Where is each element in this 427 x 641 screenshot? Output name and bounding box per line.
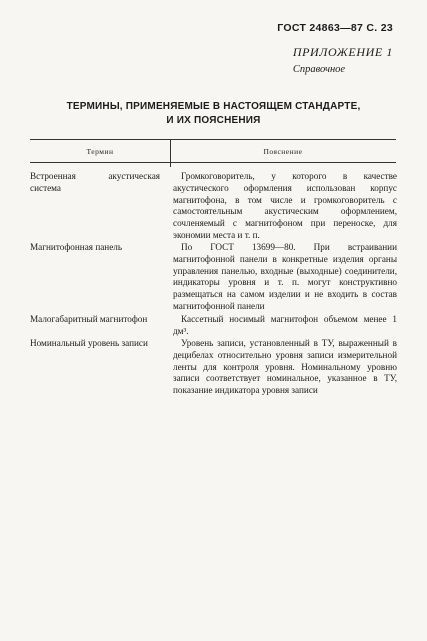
term-cell: Номинальный уровень записи <box>30 338 148 348</box>
explanation-cell: Кассетный носимый магнитофон объемом менее 1 дм³. <box>173 314 397 336</box>
page-header: ГОСТ 24863—87 С. 23 <box>277 22 393 34</box>
appendix-title: ПРИЛОЖЕНИЕ 1 <box>292 45 393 59</box>
document-title-line-1: ТЕРМИНЫ, ПРИМЕНЯЕМЫЕ В НАСТОЯЩЕМ СТАНДАРТЕ, <box>66 101 361 112</box>
document-title <box>28 100 399 128</box>
appendix-subtitle: Справочное <box>292 64 346 75</box>
explanation-cell: Громкоговоритель, у которого в качестве акустического оформления использован корпус магнитофона, в том числе и громкоговоритель с самостоятельным акустическим оформлением, сочленяемый с магнитофоном при переноске, для экономии места и т. п. <box>173 171 397 240</box>
column-header-term: Термин <box>86 146 114 156</box>
explanation-cell: Уровень записи, установленный в ТУ, выраженный в децибелах относительно уровня записи измерительной ленты для контроля уровня. Номинальному уровню записи соответствует номинальное, указанное в ТУ, показание индикатора уровня записи <box>173 338 397 396</box>
column-header-explanation: Пояснение <box>263 146 303 156</box>
table-header-rule <box>30 162 396 163</box>
document-title-line-2: И ИХ ПОЯСНЕНИЯ <box>166 115 261 126</box>
column-divider <box>170 140 171 167</box>
explanation-cell: По ГОСТ 13699—80. При встраивании магнитофонной панели в конкретные изделия органы управления панелью, входные (выходные) соединители, индикаторы уровня и т. п. могут конструктивно размещаться на самом изделии и не входить в состав магнитофонной панели <box>173 242 397 311</box>
term-cell: Малогабаритный магнитофон <box>30 314 148 324</box>
terms-table <box>30 139 397 396</box>
term-cell: Магнитофонная панель <box>30 242 123 252</box>
appendix-block <box>293 45 393 75</box>
table-header <box>30 140 396 162</box>
term-cell: Встроенная акустическая система <box>30 171 160 193</box>
